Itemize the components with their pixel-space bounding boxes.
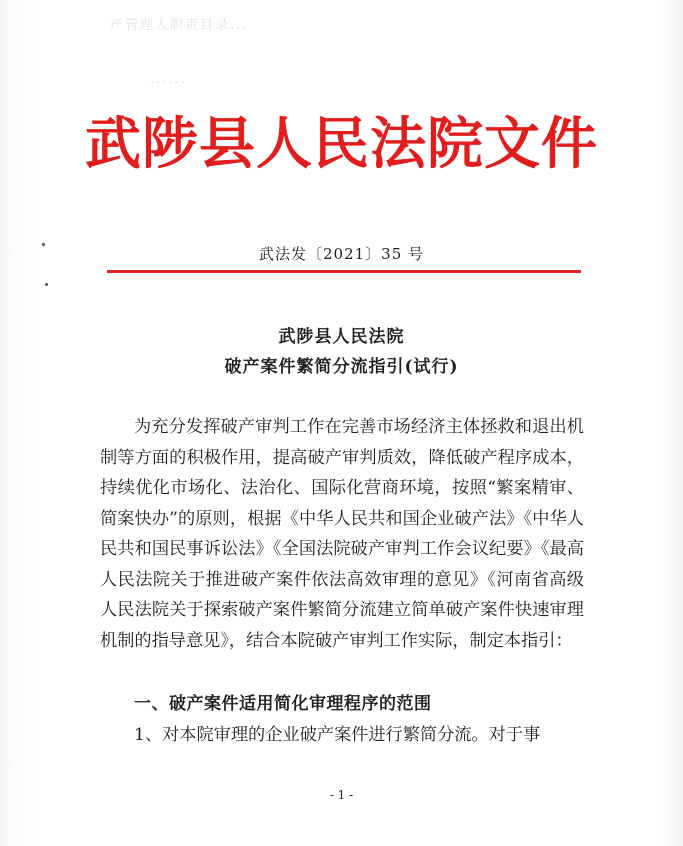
page-number: - 1 - <box>329 788 354 802</box>
document-title: 破产案件繁简分流指引(试行) <box>224 357 459 377</box>
section-heading: 一、破产案件适用简化审理程序的范围 <box>134 694 432 714</box>
document-number: 武法发〔2021〕35 号 <box>258 245 425 263</box>
scan-speck <box>45 283 48 286</box>
bleed-through-text: 产管理人职责目录... <box>110 18 249 33</box>
list-item: 1、对本院审理的企业破产案件进行繁简分流。对于事 <box>134 725 541 745</box>
red-letterhead-title: 武陟县人民法院文件 <box>85 111 598 177</box>
issuer-name: 武陟县人民法院 <box>278 327 405 347</box>
bleed-through-text: ...... <box>150 72 187 87</box>
red-separator-line <box>107 270 581 273</box>
intro-paragraph: 为充分发挥破产审判工作在完善市场经济主体拯救和退出机制等方面的积极作用，提高破产审判质效，降低破产程序成本，持续优化市场化、法治化、国际化营商环境，按照“繁案精审、简案快办”的原则，根据《中华人民共和国企业破产法》《中华人民共和国民事诉讼法》《全国法院破产审判工作会议纪要》《最高人民法院关于推进破产案件依法高效审理的意见》《河南省高级人民法院关于探索破产案件繁简分流建立简单破产案件快速审理机制的指导意见》，结合本院破产审判工作实际，制定本指引： <box>100 417 584 651</box>
